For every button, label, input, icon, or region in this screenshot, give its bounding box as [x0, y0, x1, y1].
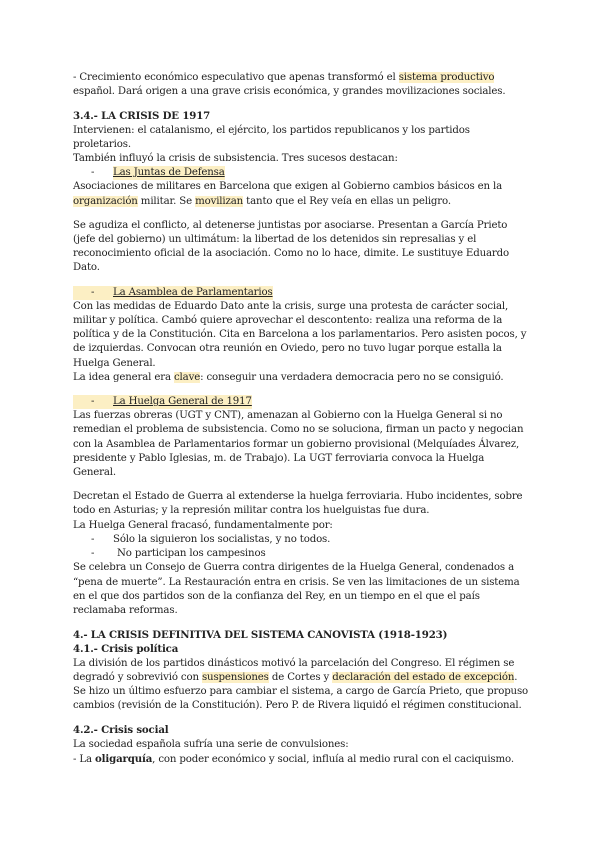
highlight-clave: clave	[174, 371, 201, 383]
reason-item-2	[73, 547, 530, 561]
bullet-dash: -	[91, 548, 95, 560]
huelga-text-1: Las fuerzas obreras (UGT y CNT), amenazan al Gobierno con la Huelga General si no remedian el problema de subsistencia. Como no se soluciona, firman un pacto y negocian con la Asamblea de Parlamentarios formar un gobierno provisional (Melquíades Álvarez, presidente y Pablo Iglesias, m. de Trabajo). La UGT ferroviaria convoca la Huelga General.	[73, 410, 524, 479]
highlight-movilizan: movilizan	[195, 195, 244, 207]
text: - La	[73, 753, 96, 765]
huelga-paragraph-3: La Huelga General fracasó, fundamentalmente por:	[73, 519, 333, 531]
intro-line-2: También influyó la crisis de subsistencia. Tres sucesos destacan:	[73, 153, 398, 165]
section-title-4-1: 4.1.- Crisis política	[73, 643, 179, 656]
text: La división de los partidos dinásticos motivó la parcelación del Congreso. El régimen se degradó y sobrevivió con	[73, 657, 515, 683]
subheading-asamblea: La Asamblea de Parlamentarios	[113, 286, 273, 300]
juntas-text-2	[73, 195, 530, 209]
highlight-sistema-productivo: sistema productivo	[398, 72, 495, 83]
bullet-juntas	[73, 166, 530, 180]
text: tanto que el Rey veía en ellas un peligro.	[243, 195, 451, 207]
paragraph-economic-growth	[73, 71, 530, 99]
crisis-social-text-2	[73, 752, 530, 767]
text: La idea general era	[73, 371, 174, 383]
bullet-dash: -	[91, 533, 95, 545]
asamblea-text-2	[73, 371, 530, 385]
bold-oligarquia: oligarquía	[95, 752, 153, 765]
asamblea-text-1: Con las medidas de Eduardo Dato ante la crisis, surge una protesta de carácter social, militar y política. Cambó quiere aprovechar el descontento: realiza una reforma de la política y de la Constitución. Cita en Barcelona a los parlamentarios. Pero asisten pocos, y de izquierdas. Convocan otra reunión en Oviedo, pero no tuvo lugar porque estalla la Huelga General.	[73, 300, 527, 369]
bullet-huelga	[73, 395, 530, 409]
text: , con poder económico y social, influía al medio rural con el caciquismo.	[152, 753, 514, 765]
huelga-paragraph-2: Decretan el Estado de Guerra al extenderse la huelga ferroviaria. Hubo incidentes, sobre todo en Asturias; y la represión militar contra los huelguistas fue dura.	[73, 491, 523, 517]
bullet-dash: -	[73, 395, 113, 409]
highlight-suspensiones: suspensiones	[201, 671, 269, 683]
text: . Se hizo un último esfuerzo para cambiar el sistema, a cargo de García Prieto, que propuso cambios (revisión de la Constitución). Pero P. de Rivera liquidó el régimen constitucional.	[73, 671, 529, 712]
reason-text: Sólo la siguieron los socialistas, y no todos.	[113, 533, 331, 545]
juntas-paragraph-2: Se agudiza el conflicto, al detenerse juntistas por asociarse. Presentan a García Prieto (jefe del gobierno) un ultimátum: la libertad de los detenidos sin represalias y el reconocimiento oficial de la asociación. Como no lo hace, dimite. Le sustituye Eduardo Dato.	[73, 219, 509, 274]
crisis-politica-text	[73, 657, 530, 714]
huelga-paragraph-4: Se celebra un Consejo de Guerra contra dirigentes de la Huelga General, condenados a “pena de muerte”. La Restauración entra en crisis. Se ven las limitaciones de un sistema en el que dos partidos son de la confianza del Rey, en un tiempo en el que el país reclamaba reformas.	[73, 562, 520, 616]
text: - Crecimiento económico especulativo que apenas transformó el	[73, 72, 399, 83]
bullet-asamblea	[73, 286, 530, 300]
highlight-estado-excepcion: declaración del estado de excepción	[332, 671, 515, 683]
section-title-3-4: 3.4.- LA CRISIS DE 1917	[73, 110, 211, 123]
text: : conseguir una verdadera democracia pero no se consiguió.	[200, 371, 504, 383]
intro-line-1: Intervienen: el catalanismo, el ejército, los partidos republicanos y los partidos proletarios.	[73, 124, 470, 150]
bullet-dash: -	[73, 286, 113, 300]
text: de Cortes y	[268, 671, 333, 683]
text: militar. Se	[137, 195, 196, 207]
section-title-4: 4.- LA CRISIS DEFINITIVA DEL SISTEMA CANOVISTA (1918-1923)	[73, 629, 448, 642]
section-title-4-2: 4.2.- Crisis social	[73, 724, 169, 737]
crisis-social-text-1: La sociedad española sufría una serie de convulsiones:	[73, 738, 349, 750]
reason-text: No participan los campesinos	[117, 548, 266, 560]
subheading-huelga: La Huelga General de 1917	[113, 395, 252, 409]
text: español. Dará origen a una grave crisis económica, y grandes movilizaciones sociales.	[73, 86, 506, 98]
reason-item-1	[73, 533, 530, 547]
highlight-organizacion: organización	[73, 195, 138, 207]
juntas-text-1: Asociaciones de militares en Barcelona que exigen al Gobierno cambios básicos en la	[73, 181, 503, 193]
bullet-dash: -	[91, 167, 95, 179]
subheading-juntas: Las Juntas de Defensa	[113, 166, 225, 180]
